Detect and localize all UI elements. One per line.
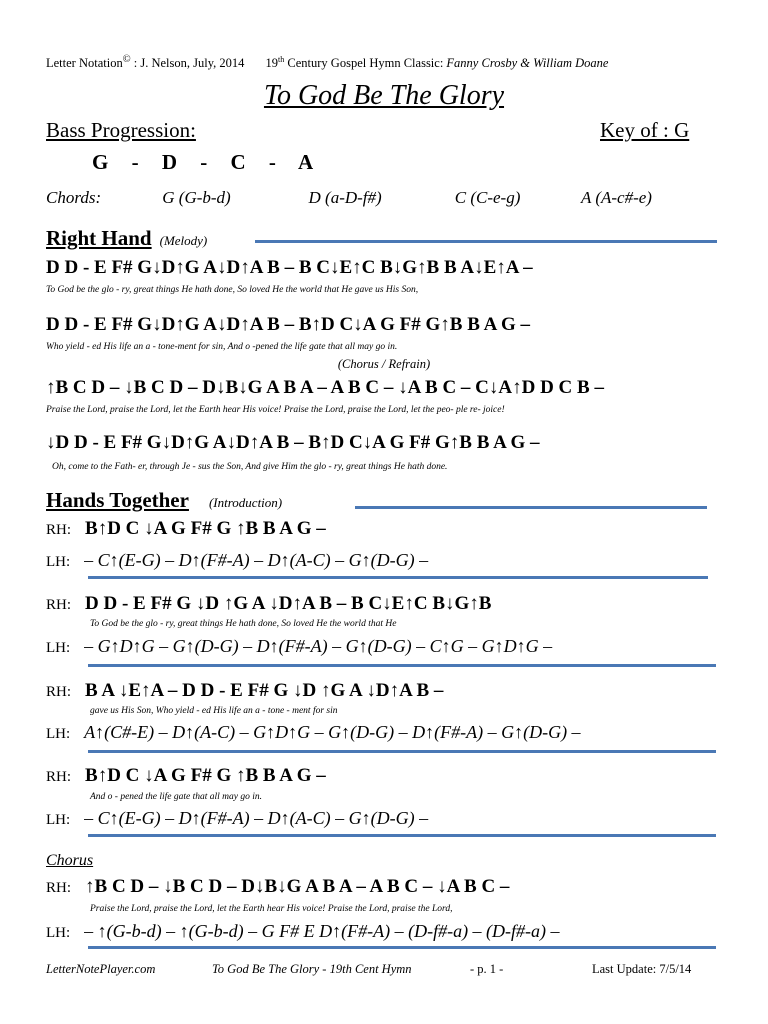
- divider-rule: [88, 664, 716, 667]
- rh-line-4: ↓D D - E F# G↓D↑G A↓D↑A B – B↑D C↓A G F# G↑B B A G –: [46, 432, 540, 453]
- chorus-heading: Chorus: [46, 852, 94, 869]
- chord-d: D (a-D-f#): [308, 188, 382, 207]
- chorus-refrain-note: (Chorus / Refrain): [337, 357, 431, 371]
- chorus-lyrics: Praise the Lord, praise the Lord, let the Earth hear His voice! Praise the Lord, praise the Lord,: [90, 904, 453, 914]
- ht-lyrics-2: To God be the glo - ry, great things He hath done, So loved He the world that He: [90, 619, 397, 629]
- header-composers: Fanny Crosby & William Doane: [446, 56, 609, 71]
- ht-lh-3: LH: A↑(C#-E) – D↑(A-C) – G↑D↑G – G↑(D-G) – D↑(F#-A) – G↑(D-G) –: [46, 722, 581, 742]
- key-label: Key of : G: [600, 118, 690, 142]
- ht-lh-2: LH: – G↑D↑G – G↑(D-G) – D↑(F#-A) – G↑(D-G) – C↑G – G↑D↑G –: [46, 636, 553, 656]
- ht-lh-1: LH: – C↑(E-G) – D↑(F#-A) – D↑(A-C) – G↑(D-G) –: [46, 550, 429, 570]
- chord-a: A (A-c#-e): [581, 188, 652, 207]
- ht-lyrics-4: And o - pened the life gate that all may go in.: [90, 792, 263, 802]
- ht-rh-4: RH: B↑D C ↓A G F# G ↑B B A G –: [46, 765, 326, 786]
- ht-rh-2: RH: D D - E F# G ↓D ↑G A ↓D↑A B – B C↓E↑C B↓G↑B: [46, 593, 492, 614]
- ht-lyrics-3: gave us His Son, Who yield - ed His life an a - tone - ment for sin: [90, 706, 338, 716]
- hands-together-heading: Hands Together (Introduction): [46, 488, 283, 512]
- rh-lyrics-2: Who yield - ed His life an a - tone-ment for sin, And o -pened the life gate that all may go in.: [46, 342, 398, 352]
- hands-together-sub: (Introduction): [208, 495, 283, 510]
- divider-rule: [88, 576, 708, 579]
- chord-g: G (G-b-d): [162, 188, 231, 207]
- rh-lyrics-3: Praise the Lord, praise the Lord, let the Earth hear His voice! Praise the Lord, praise the Lord, let the peo- ple re- joice!: [46, 405, 505, 415]
- rh-lyrics-4: Oh, come to the Fath- er, through Je - sus the Son, And give Him the glo - ry, great things He hath done.: [52, 462, 448, 472]
- header-notation: Letter Notation: [46, 56, 123, 71]
- rh-line-1: D D - E F# G↓D↑G A↓D↑A B – B C↓E↑C B↓G↑B B A↓E↑A –: [46, 257, 533, 278]
- footer-page: - p. 1 -: [470, 962, 504, 976]
- copyright-mark: ©: [122, 54, 131, 65]
- ht-rh-3: RH: B A ↓E↑A – D D - E F# G ↓D ↑G A ↓D↑A B –: [46, 680, 444, 701]
- footer-title: To God Be The Glory - 19th Cent Hymn: [212, 962, 412, 976]
- page-title: To God Be The Glory: [263, 80, 505, 111]
- header-classic: 19th Century Gospel Hymn Classic: Fanny Crosby & William Doane: [265, 55, 609, 71]
- bass-progression: G - D - C - A: [92, 150, 314, 174]
- chords-label: Chords:: [46, 188, 102, 207]
- divider-rule: [88, 750, 716, 753]
- chorus-lh: LH: – ↑(G-b-d) – ↑(G-b-d) – G F# E D↑(F#-A) – (D-f#-a) – (D-f#-a) –: [46, 921, 560, 941]
- ht-rh-1: RH: B↑D C ↓A G F# G ↑B B A G –: [46, 518, 326, 539]
- chord-c: C (C-e-g): [454, 188, 521, 207]
- chords-row: [46, 188, 652, 208]
- bass-progression-label: Bass Progression:: [46, 118, 196, 142]
- header-line: [46, 54, 608, 71]
- divider-rule: [88, 834, 716, 837]
- footer-update: Last Update: 7/5/14: [592, 962, 692, 976]
- header-author: : J. Nelson, July, 2014: [133, 56, 245, 71]
- footer-site: LetterNotePlayer.com: [46, 962, 156, 976]
- chorus-rh: RH: ↑B C D – ↓B C D – D↓B↓G A B A – A B C – ↓A B C –: [46, 876, 510, 897]
- right-hand-sub: (Melody): [159, 233, 208, 248]
- rh-line-2: D D - E F# G↓D↑G A↓D↑A B – B↑D C↓A G F# G↑B B A G –: [46, 314, 531, 335]
- rh-line-3: ↑B C D – ↓B C D – D↓B↓G A B A – A B C – ↓A B C – C↓A↑D D C B –: [46, 377, 604, 398]
- rh-lyrics-1: To God be the glo - ry, great things He hath done, So loved He the world that He gave us His Son,: [46, 285, 419, 295]
- ht-lh-4: LH: – C↑(E-G) – D↑(F#-A) – D↑(A-C) – G↑(D-G) –: [46, 808, 429, 828]
- right-hand-heading: Right Hand (Melody): [46, 226, 208, 250]
- divider-rule: [255, 240, 717, 243]
- divider-rule: [88, 946, 716, 949]
- divider-rule: [355, 506, 707, 509]
